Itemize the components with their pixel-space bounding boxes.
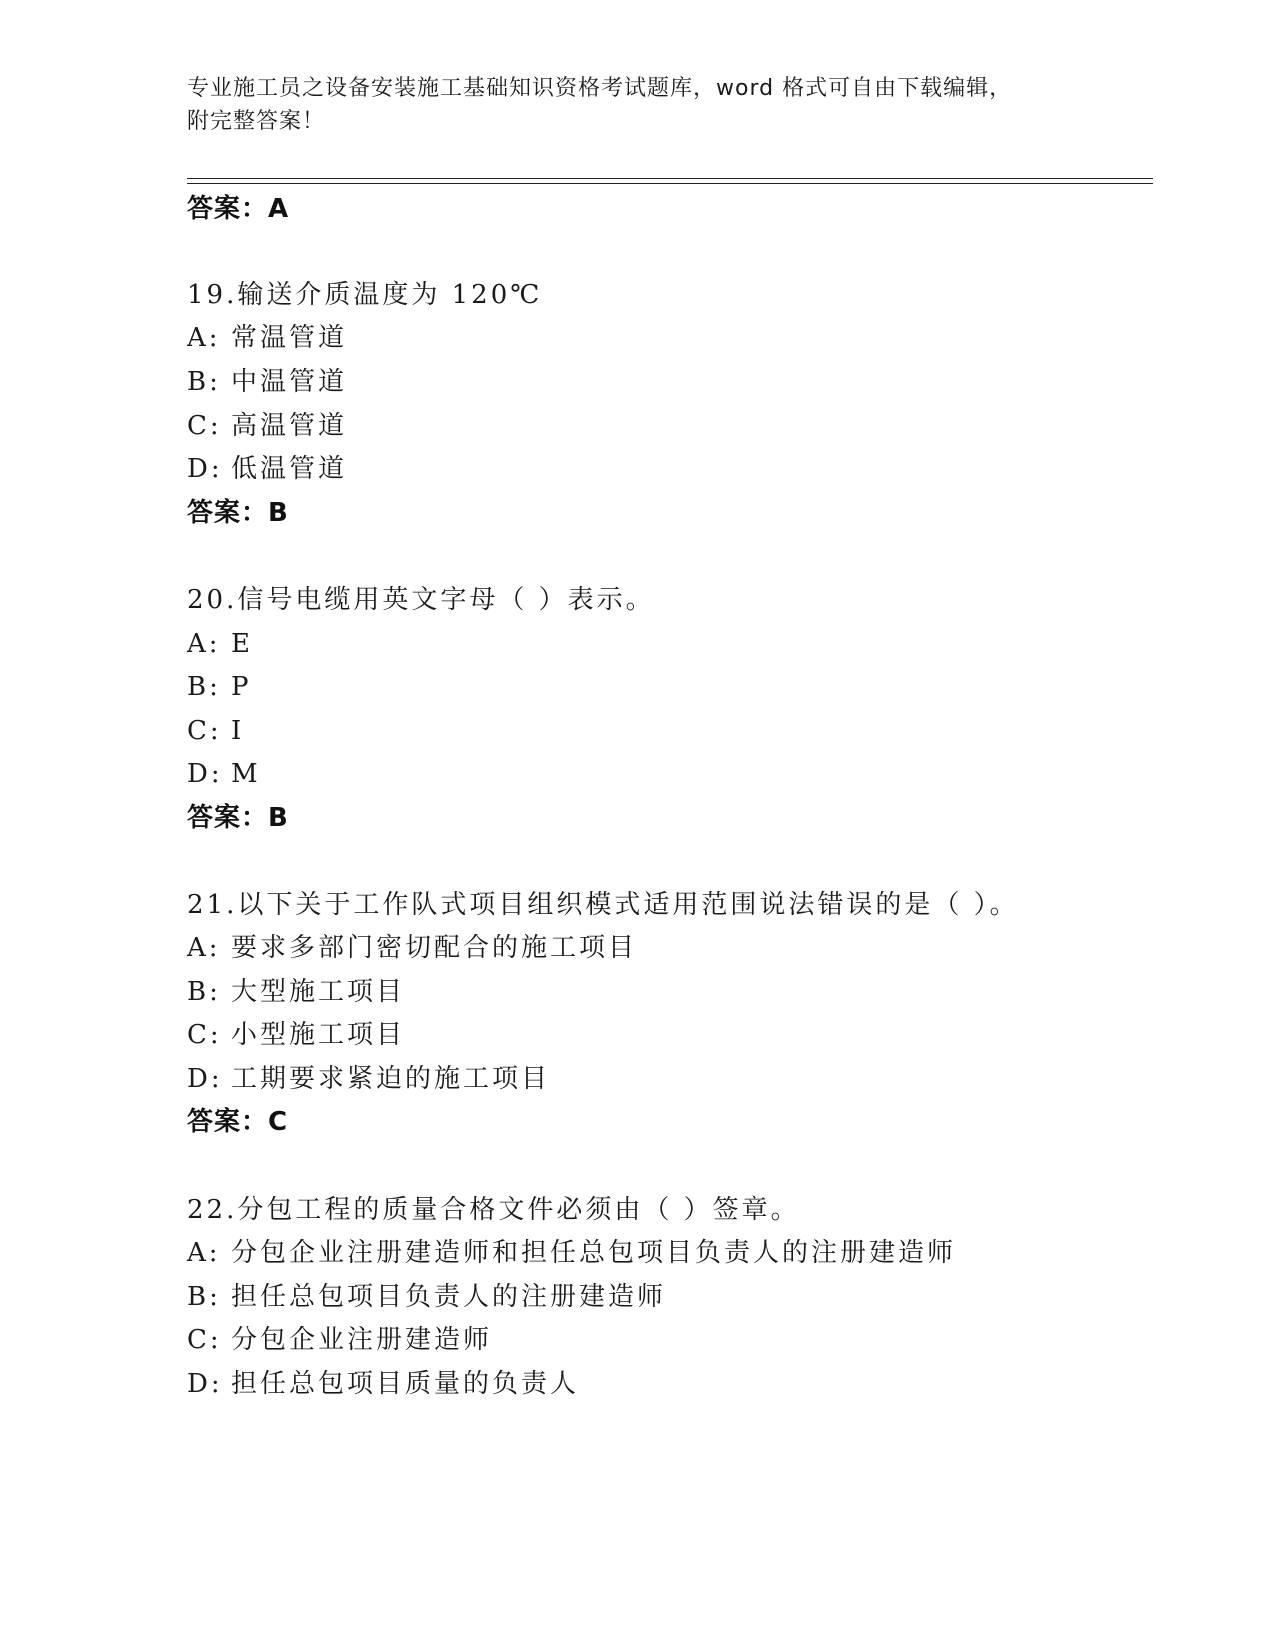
option-text: 要求多部门密切配合的施工项目 — [231, 933, 638, 963]
option-b — [187, 669, 252, 705]
option-b — [187, 974, 405, 1010]
option-letter: A: — [187, 1238, 221, 1268]
option-letter: C: — [187, 1020, 222, 1050]
answer-prefix: 答案： — [187, 1107, 269, 1137]
option-letter: B: — [187, 672, 221, 702]
header-divider-bottom — [187, 183, 1153, 184]
answer-line — [187, 1104, 288, 1140]
option-text: 低温管道 — [231, 454, 348, 484]
option-a — [187, 1235, 956, 1271]
answer-line — [187, 495, 289, 531]
option-text: I — [231, 716, 245, 746]
option-b — [187, 1279, 666, 1315]
option-a — [187, 930, 637, 966]
question-stem: 22.分包工程的质量合格文件必须由（ ）签章。 — [187, 1195, 800, 1225]
option-text: 小型施工项目 — [231, 1020, 406, 1050]
option-letter: C: — [187, 716, 222, 746]
answer-value: B — [268, 498, 289, 528]
answer-prefix: 答案： — [187, 498, 269, 528]
option-letter: C: — [187, 1325, 222, 1355]
question-stem: 21.以下关于工作队式项目组织模式适用范围说法错误的是（ ）。 — [187, 890, 1019, 920]
option-c — [187, 1322, 492, 1358]
option-c — [187, 1017, 405, 1053]
answer-prefix: 答案： — [187, 803, 269, 833]
option-d — [187, 1061, 550, 1097]
option-text: M — [231, 759, 261, 789]
option-text: 担任总包项目质量的负责人 — [231, 1369, 580, 1399]
option-letter: D: — [187, 759, 223, 789]
header-line-1: 专业施工员之设备安装施工基础知识资格考试题库，word 格式可自由下载编辑， — [187, 76, 1013, 101]
question-stem: 20.信号电缆用英文字母（ ）表示。 — [187, 585, 655, 615]
option-a — [187, 320, 347, 356]
answer-value: C — [268, 1107, 289, 1137]
option-text: 担任总包项目负责人的注册建造师 — [231, 1282, 667, 1312]
option-c — [187, 408, 347, 444]
option-text: 中温管道 — [231, 367, 348, 397]
option-letter: B: — [187, 977, 221, 1007]
answer-line — [187, 800, 289, 836]
option-a — [187, 626, 253, 662]
option-letter: A: — [187, 629, 221, 659]
answer-line — [187, 191, 289, 227]
option-text: 高温管道 — [231, 411, 348, 441]
option-text: 大型施工项目 — [231, 977, 406, 1007]
document-header — [187, 72, 1087, 138]
question-stem: 19.输送介质温度为 120℃ — [187, 280, 543, 310]
option-text: 分包企业注册建造师 — [231, 1325, 493, 1355]
option-text: 分包企业注册建造师和担任总包项目负责人的注册建造师 — [231, 1238, 957, 1268]
answer-prefix: 答案： — [187, 194, 269, 224]
option-letter: A: — [187, 323, 221, 353]
option-text: P — [231, 672, 252, 702]
option-letter: B: — [187, 1282, 221, 1312]
option-d — [187, 1366, 579, 1402]
option-letter: D: — [187, 1369, 223, 1399]
header-line-2: 附完整答案！ — [187, 109, 326, 134]
option-c — [187, 713, 244, 749]
option-letter: C: — [187, 411, 222, 441]
option-d — [187, 451, 347, 487]
answer-value: B — [268, 803, 289, 833]
option-b — [187, 364, 347, 400]
option-letter: B: — [187, 367, 221, 397]
option-text: 工期要求紧迫的施工项目 — [231, 1064, 551, 1094]
header-divider-top — [187, 178, 1153, 179]
option-letter: D: — [187, 454, 223, 484]
option-text: E — [231, 629, 253, 659]
option-text: 常温管道 — [231, 323, 348, 353]
answer-value: A — [268, 194, 290, 224]
option-letter: A: — [187, 933, 221, 963]
option-letter: D: — [187, 1064, 223, 1094]
option-d — [187, 756, 261, 792]
